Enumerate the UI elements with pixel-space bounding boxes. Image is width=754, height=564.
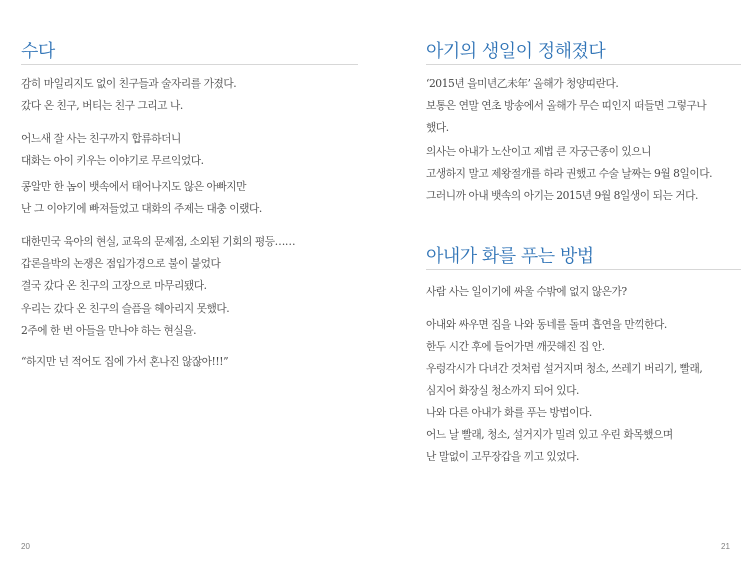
text-line: 고생하지 말고 제왕절개를 하라 권했고 수술 날짜는 9월 8일이다. bbox=[426, 167, 713, 180]
text-line: 어느새 잘 사는 친구까지 합류하더니 bbox=[21, 132, 181, 145]
text-line: 우렁각시가 다녀간 것처럼 설거지며 청소, 쓰레기 버리기, 빨래, bbox=[426, 362, 703, 375]
text-line: 한두 시간 후에 들어가면 깨끗해진 집 안. bbox=[426, 340, 605, 353]
title-divider bbox=[21, 64, 358, 65]
text-line: 대한민국 육아의 현실, 교육의 문제점, 소외된 기회의 평등…… bbox=[21, 235, 296, 248]
paragraph bbox=[21, 176, 262, 220]
paragraph bbox=[21, 231, 295, 297]
title-divider bbox=[426, 269, 741, 270]
text-line: 심지어 화장실 청소까지 되어 있다. bbox=[426, 384, 579, 397]
text-line: 갔다 온 친구, 버티는 친구 그리고 나. bbox=[21, 99, 183, 112]
text-line: 난 말없이 고무장갑을 끼고 있었다. bbox=[426, 450, 579, 463]
paragraph bbox=[21, 73, 236, 117]
paragraph bbox=[426, 141, 712, 207]
text-line: 결국 갔다 온 친구의 고장으로 마무리됐다. bbox=[21, 279, 207, 292]
paragraph bbox=[426, 281, 627, 303]
text-line: 보통은 연말 연초 방송에서 올해가 무슨 띠인지 떠들면 그렇구나 bbox=[426, 99, 707, 112]
paragraph bbox=[21, 298, 229, 342]
text-line: ‘2015년 을미년乙未年’ 올해가 청양띠란다. bbox=[426, 77, 619, 90]
paragraph bbox=[21, 128, 204, 172]
text-line: 사람 사는 일이기에 싸울 수밖에 없지 않은가? bbox=[426, 285, 627, 298]
text-line: 의사는 아내가 노산이고 제법 큰 자궁근종이 있으니 bbox=[426, 145, 652, 158]
text-line: 난 그 이야기에 빠져들었고 대화의 주제는 대충 이랬다. bbox=[21, 202, 262, 215]
paragraph bbox=[426, 314, 702, 402]
section-title: 아내가 화를 푸는 방법 bbox=[426, 246, 594, 267]
text-line: 아내와 싸우면 집을 나와 동네를 돌며 흡연을 만끽한다. bbox=[426, 318, 667, 331]
text-line: 나와 다른 아내가 화를 푸는 방법이다. bbox=[426, 406, 592, 419]
text-line: 했다. bbox=[426, 121, 449, 134]
text-line: 그러니까 아내 뱃속의 아기는 2015년 9월 8일생이 되는 거다. bbox=[426, 189, 698, 202]
page-number: 21 bbox=[721, 542, 730, 551]
paragraph bbox=[426, 73, 706, 139]
right-page bbox=[377, 0, 754, 564]
page-number: 20 bbox=[21, 542, 30, 551]
text-line: 우리는 갔다 온 친구의 슬픔을 헤아리지 못했다. bbox=[21, 302, 230, 315]
text-line: 대화는 아이 키우는 이야기로 무르익었다. bbox=[21, 154, 204, 167]
text-line: “하지만 넌 적어도 집에 가서 혼나진 않잖아!!!” bbox=[21, 355, 229, 368]
text-line: 어느 날 빨래, 청소, 설거지가 밀려 있고 우린 화목했으며 bbox=[426, 428, 673, 441]
page-title: 수다 bbox=[21, 41, 55, 62]
text-line: 콩알만 한 놈이 뱃속에서 태어나지도 않은 아빠지만 bbox=[21, 180, 247, 193]
paragraph bbox=[21, 351, 228, 373]
text-line: 감히 마일리지도 없이 친구들과 술자리를 가졌다. bbox=[21, 77, 237, 90]
section-title: 아기의 생일이 정해졌다 bbox=[426, 41, 606, 62]
paragraph bbox=[426, 402, 673, 468]
text-line: 갑론을박의 논쟁은 점입가경으로 불이 붙었다 bbox=[21, 257, 221, 270]
text-line: 2주에 한 번 아들을 만나야 하는 현실을. bbox=[21, 324, 197, 337]
title-divider bbox=[426, 64, 741, 65]
